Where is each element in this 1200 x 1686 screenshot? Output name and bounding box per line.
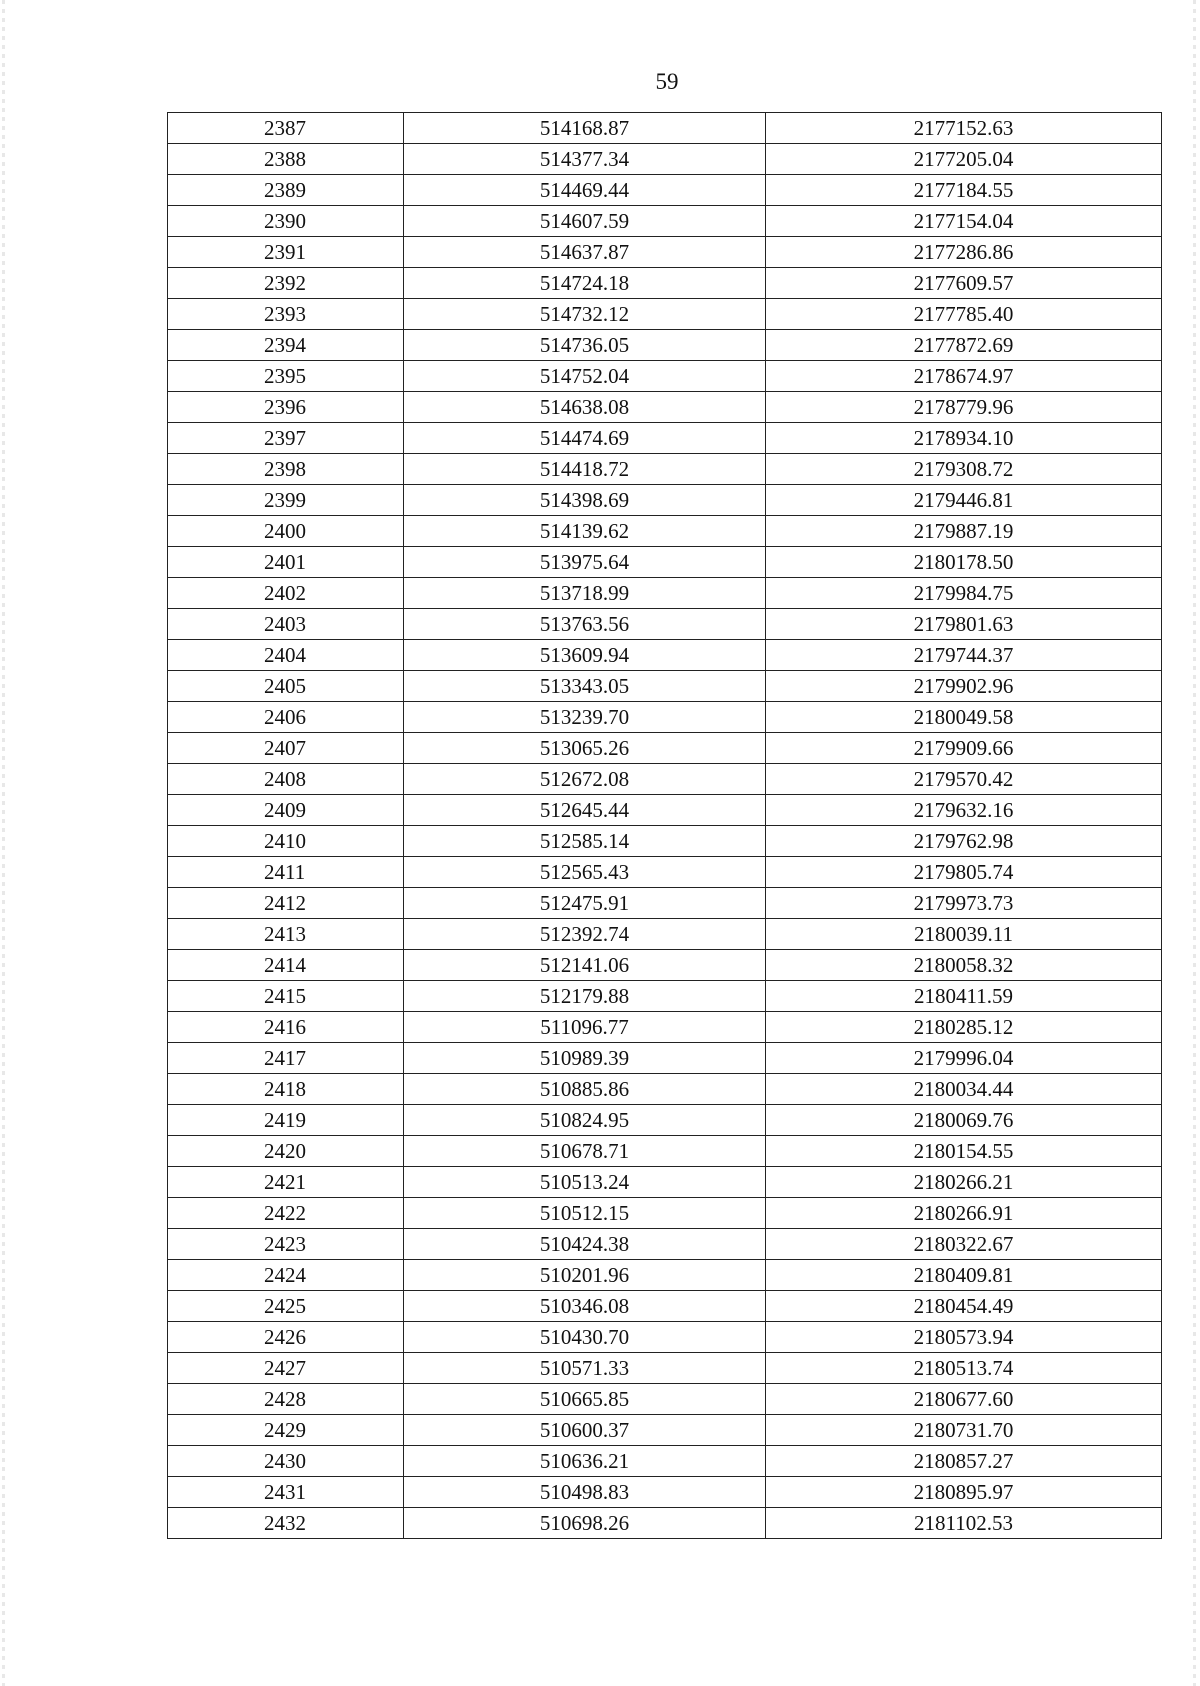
point-id-cell: 2415 [168,981,404,1012]
y-coordinate-cell: 2179801.63 [766,609,1162,640]
point-id-cell: 2432 [168,1508,404,1539]
table-row [168,175,1162,206]
point-id-cell: 2421 [168,1167,404,1198]
x-coordinate-cell: 512672.08 [404,764,766,795]
point-id-cell: 2425 [168,1291,404,1322]
x-coordinate-cell: 514724.18 [404,268,766,299]
point-id-cell: 2395 [168,361,404,392]
table-row [168,764,1162,795]
y-coordinate-cell: 2180409.81 [766,1260,1162,1291]
point-id-cell: 2412 [168,888,404,919]
y-coordinate-cell: 2177152.63 [766,113,1162,144]
y-coordinate-cell: 2180034.44 [766,1074,1162,1105]
x-coordinate-cell: 510600.37 [404,1415,766,1446]
point-id-cell: 2400 [168,516,404,547]
table-row [168,795,1162,826]
y-coordinate-cell: 2179632.16 [766,795,1162,826]
y-coordinate-cell: 2180058.32 [766,950,1162,981]
y-coordinate-cell: 2177286.86 [766,237,1162,268]
point-id-cell: 2405 [168,671,404,702]
point-id-cell: 2428 [168,1384,404,1415]
y-coordinate-cell: 2179887.19 [766,516,1162,547]
point-id-cell: 2392 [168,268,404,299]
point-id-cell: 2427 [168,1353,404,1384]
x-coordinate-cell: 514168.87 [404,113,766,144]
table-row [168,299,1162,330]
table-row [168,671,1162,702]
table-row [168,1291,1162,1322]
table-row [168,392,1162,423]
table-row [168,888,1162,919]
table-row [168,1074,1162,1105]
table-row [168,516,1162,547]
x-coordinate-cell: 512565.43 [404,857,766,888]
point-id-cell: 2397 [168,423,404,454]
y-coordinate-cell: 2180895.97 [766,1477,1162,1508]
y-coordinate-cell: 2179902.96 [766,671,1162,702]
x-coordinate-cell: 514418.72 [404,454,766,485]
y-coordinate-cell: 2180285.12 [766,1012,1162,1043]
table-row [168,1322,1162,1353]
point-id-cell: 2403 [168,609,404,640]
y-coordinate-cell: 2181102.53 [766,1508,1162,1539]
x-coordinate-cell: 514736.05 [404,330,766,361]
y-coordinate-cell: 2179984.75 [766,578,1162,609]
x-coordinate-cell: 513763.56 [404,609,766,640]
x-coordinate-cell: 514607.59 [404,206,766,237]
point-id-cell: 2430 [168,1446,404,1477]
table-row [168,578,1162,609]
x-coordinate-cell: 514377.34 [404,144,766,175]
table-row [168,640,1162,671]
point-id-cell: 2414 [168,950,404,981]
x-coordinate-cell: 510885.86 [404,1074,766,1105]
x-coordinate-cell: 514637.87 [404,237,766,268]
x-coordinate-cell: 510571.33 [404,1353,766,1384]
table-row [168,1229,1162,1260]
y-coordinate-cell: 2179762.98 [766,826,1162,857]
x-coordinate-cell: 512585.14 [404,826,766,857]
y-coordinate-cell: 2179744.37 [766,640,1162,671]
point-id-cell: 2419 [168,1105,404,1136]
table-row [168,144,1162,175]
x-coordinate-cell: 510824.95 [404,1105,766,1136]
table-row [168,826,1162,857]
y-coordinate-cell: 2180069.76 [766,1105,1162,1136]
point-id-cell: 2409 [168,795,404,826]
table-row [168,919,1162,950]
scan-edge-right [1193,0,1196,1686]
point-id-cell: 2422 [168,1198,404,1229]
x-coordinate-cell: 513065.26 [404,733,766,764]
x-coordinate-cell: 513239.70 [404,702,766,733]
point-id-cell: 2399 [168,485,404,516]
x-coordinate-cell: 510424.38 [404,1229,766,1260]
y-coordinate-cell: 2179446.81 [766,485,1162,516]
table-row [168,1012,1162,1043]
point-id-cell: 2393 [168,299,404,330]
point-id-cell: 2394 [168,330,404,361]
table-row [168,857,1162,888]
y-coordinate-cell: 2180049.58 [766,702,1162,733]
point-id-cell: 2417 [168,1043,404,1074]
y-coordinate-cell: 2180039.11 [766,919,1162,950]
table-row [168,1384,1162,1415]
y-coordinate-cell: 2179570.42 [766,764,1162,795]
x-coordinate-cell: 514469.44 [404,175,766,206]
table-row [168,981,1162,1012]
y-coordinate-cell: 2180266.91 [766,1198,1162,1229]
x-coordinate-cell: 514752.04 [404,361,766,392]
table-row [168,330,1162,361]
y-coordinate-cell: 2180154.55 [766,1136,1162,1167]
table-row [168,1043,1162,1074]
table-row [168,702,1162,733]
point-id-cell: 2404 [168,640,404,671]
table-row [168,1136,1162,1167]
x-coordinate-cell: 510636.21 [404,1446,766,1477]
point-id-cell: 2416 [168,1012,404,1043]
y-coordinate-cell: 2179996.04 [766,1043,1162,1074]
x-coordinate-cell: 513718.99 [404,578,766,609]
x-coordinate-cell: 511096.77 [404,1012,766,1043]
point-id-cell: 2429 [168,1415,404,1446]
table-row [168,1167,1162,1198]
table-row [168,237,1162,268]
point-id-cell: 2418 [168,1074,404,1105]
x-coordinate-cell: 514398.69 [404,485,766,516]
x-coordinate-cell: 510201.96 [404,1260,766,1291]
x-coordinate-cell: 510698.26 [404,1508,766,1539]
x-coordinate-cell: 510346.08 [404,1291,766,1322]
table-row [168,547,1162,578]
y-coordinate-cell: 2180513.74 [766,1353,1162,1384]
table-row [168,1415,1162,1446]
x-coordinate-cell: 514638.08 [404,392,766,423]
x-coordinate-cell: 514732.12 [404,299,766,330]
point-id-cell: 2424 [168,1260,404,1291]
y-coordinate-cell: 2179308.72 [766,454,1162,485]
y-coordinate-cell: 2178674.97 [766,361,1162,392]
point-id-cell: 2407 [168,733,404,764]
y-coordinate-cell: 2178779.96 [766,392,1162,423]
x-coordinate-cell: 513975.64 [404,547,766,578]
y-coordinate-cell: 2179909.66 [766,733,1162,764]
table-row [168,1477,1162,1508]
point-id-cell: 2390 [168,206,404,237]
point-id-cell: 2396 [168,392,404,423]
scan-edge-left [2,0,5,1686]
table-row [168,1105,1162,1136]
y-coordinate-cell: 2178934.10 [766,423,1162,454]
x-coordinate-cell: 512179.88 [404,981,766,1012]
x-coordinate-cell: 510513.24 [404,1167,766,1198]
table-row [168,1446,1162,1477]
table-row [168,733,1162,764]
point-id-cell: 2413 [168,919,404,950]
table-row [168,423,1162,454]
page-number: 59 [655,69,679,94]
x-coordinate-cell: 514139.62 [404,516,766,547]
point-id-cell: 2410 [168,826,404,857]
point-id-cell: 2391 [168,237,404,268]
coordinate-table-body [168,113,1162,1539]
y-coordinate-cell: 2180454.49 [766,1291,1162,1322]
point-id-cell: 2387 [168,113,404,144]
point-id-cell: 2423 [168,1229,404,1260]
point-id-cell: 2398 [168,454,404,485]
y-coordinate-cell: 2180573.94 [766,1322,1162,1353]
y-coordinate-cell: 2180266.21 [766,1167,1162,1198]
point-id-cell: 2420 [168,1136,404,1167]
x-coordinate-cell: 510678.71 [404,1136,766,1167]
x-coordinate-cell: 510512.15 [404,1198,766,1229]
table-row [168,609,1162,640]
y-coordinate-cell: 2177154.04 [766,206,1162,237]
point-id-cell: 2411 [168,857,404,888]
point-id-cell: 2406 [168,702,404,733]
y-coordinate-cell: 2180178.50 [766,547,1162,578]
table-row [168,454,1162,485]
point-id-cell: 2402 [168,578,404,609]
point-id-cell: 2408 [168,764,404,795]
y-coordinate-cell: 2177184.55 [766,175,1162,206]
table-row [168,113,1162,144]
y-coordinate-cell: 2177872.69 [766,330,1162,361]
y-coordinate-cell: 2177609.57 [766,268,1162,299]
point-id-cell: 2426 [168,1322,404,1353]
table-row [168,1353,1162,1384]
x-coordinate-cell: 513609.94 [404,640,766,671]
y-coordinate-cell: 2179805.74 [766,857,1162,888]
table-row [168,1198,1162,1229]
y-coordinate-cell: 2180411.59 [766,981,1162,1012]
x-coordinate-cell: 510498.83 [404,1477,766,1508]
x-coordinate-cell: 512475.91 [404,888,766,919]
x-coordinate-cell: 514474.69 [404,423,766,454]
point-id-cell: 2401 [168,547,404,578]
y-coordinate-cell: 2179973.73 [766,888,1162,919]
x-coordinate-cell: 512141.06 [404,950,766,981]
x-coordinate-cell: 510989.39 [404,1043,766,1074]
y-coordinate-cell: 2177205.04 [766,144,1162,175]
point-id-cell: 2388 [168,144,404,175]
table-row [168,206,1162,237]
x-coordinate-cell: 510665.85 [404,1384,766,1415]
table-row [168,950,1162,981]
point-id-cell: 2389 [168,175,404,206]
y-coordinate-cell: 2180677.60 [766,1384,1162,1415]
y-coordinate-cell: 2180322.67 [766,1229,1162,1260]
table-row [168,1508,1162,1539]
x-coordinate-cell: 512392.74 [404,919,766,950]
y-coordinate-cell: 2180731.70 [766,1415,1162,1446]
y-coordinate-cell: 2180857.27 [766,1446,1162,1477]
point-id-cell: 2431 [168,1477,404,1508]
table-row [168,1260,1162,1291]
table-row [168,268,1162,299]
x-coordinate-cell: 510430.70 [404,1322,766,1353]
x-coordinate-cell: 512645.44 [404,795,766,826]
coordinate-table [167,112,1162,1539]
x-coordinate-cell: 513343.05 [404,671,766,702]
table-row [168,361,1162,392]
y-coordinate-cell: 2177785.40 [766,299,1162,330]
table-row [168,485,1162,516]
